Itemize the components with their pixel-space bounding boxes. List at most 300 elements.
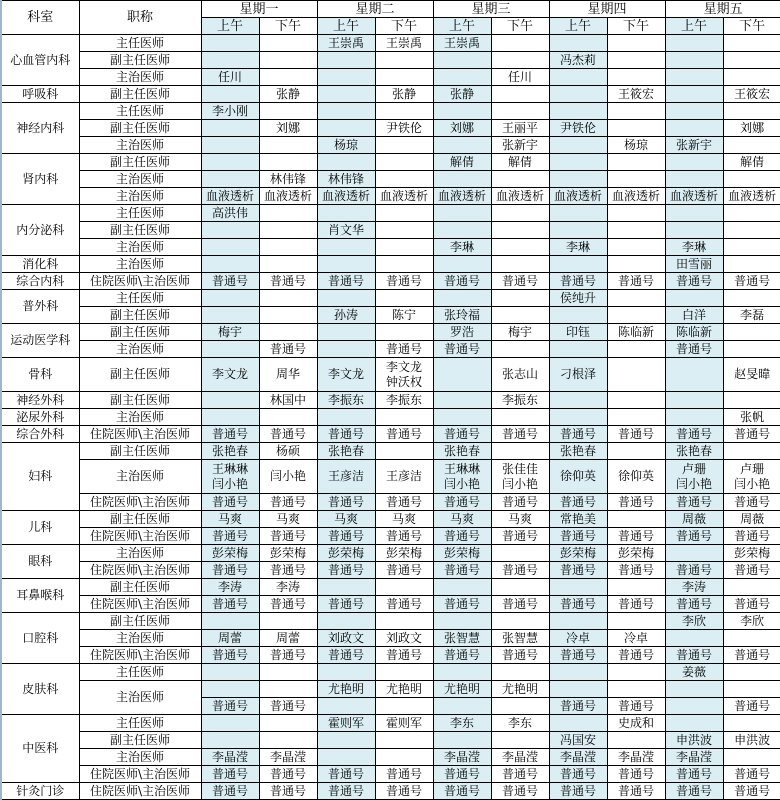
header-department: 科室 (1, 1, 79, 35)
schedule-cell: 普通号 (491, 766, 549, 783)
doctor-title: 副主任医师 (79, 732, 201, 749)
schedule-cell (433, 137, 491, 154)
schedule-cell: 普通号 (433, 596, 491, 613)
table-row (1, 494, 780, 511)
schedule-cell: 王筱宏 (723, 86, 780, 103)
schedule-cell (607, 120, 665, 137)
table-row (1, 528, 780, 545)
doctor-title: 主治医师 (79, 630, 201, 647)
schedule-cell: 普通号 (433, 562, 491, 579)
schedule-cell: 普通号 (201, 528, 259, 545)
schedule-cell: 血液透析 (201, 188, 259, 205)
table-row (1, 86, 780, 103)
schedule-cell (607, 681, 665, 698)
schedule-cell: 李晶滢 (665, 749, 723, 766)
schedule-cell: 普通号 (375, 596, 433, 613)
department-name: 普外科 (1, 290, 79, 324)
header-morning: 上午 (317, 18, 375, 35)
schedule-cell (491, 86, 549, 103)
schedule-cell (723, 664, 780, 681)
schedule-cell (723, 35, 780, 52)
schedule-cell: 普通号 (375, 341, 433, 358)
table-row (1, 596, 780, 613)
schedule-cell (723, 324, 780, 341)
schedule-cell (549, 86, 607, 103)
department-name: 中医科 (1, 715, 79, 783)
schedule-cell (491, 222, 549, 239)
schedule-cell: 陈临新 (665, 324, 723, 341)
schedule-cell (665, 358, 723, 392)
schedule-cell (665, 409, 723, 426)
schedule-cell (549, 392, 607, 409)
schedule-cell: 印钰 (549, 324, 607, 341)
schedule-cell (201, 613, 259, 630)
schedule-cell: 普通号 (317, 426, 375, 443)
schedule-cell: 冯国安 (549, 732, 607, 749)
schedule-cell (259, 324, 317, 341)
schedule-cell (375, 443, 433, 460)
schedule-cell: 赵旻暐 (723, 358, 780, 392)
schedule-cell: 周薇 (723, 511, 780, 528)
schedule-cell: 普通号 (201, 766, 259, 783)
schedule-cell: 霍则军 (317, 715, 375, 732)
schedule-cell (201, 715, 259, 732)
doctor-title: 主治医师 (79, 749, 201, 766)
schedule-cell (549, 307, 607, 324)
schedule-cell (375, 698, 433, 715)
department-name: 儿科 (1, 511, 79, 545)
schedule-cell (607, 443, 665, 460)
table-row (1, 681, 780, 698)
table-row (1, 120, 780, 137)
schedule-cell: 普通号 (723, 766, 780, 783)
schedule-cell (433, 732, 491, 749)
schedule-cell: 李振东 (317, 392, 375, 409)
schedule-cell: 李磊 (723, 307, 780, 324)
schedule-cell: 李文龙 (201, 358, 259, 392)
schedule-cell: 普通号 (491, 596, 549, 613)
schedule-cell: 尤艳明 (491, 681, 549, 698)
department-name: 综合内科 (1, 273, 79, 290)
schedule-cell (259, 35, 317, 52)
schedule-cell: 张艳春 (433, 443, 491, 460)
schedule-cell: 普通号 (375, 647, 433, 664)
schedule-cell (723, 52, 780, 69)
schedule-cell: 普通号 (259, 562, 317, 579)
schedule-cell (259, 239, 317, 256)
schedule-cell (549, 664, 607, 681)
schedule-cell: 李小刚 (201, 103, 259, 120)
schedule-cell: 张新宇 (491, 137, 549, 154)
schedule-cell: 普通号 (549, 698, 607, 715)
schedule-cell: 杨琼 (607, 137, 665, 154)
doctor-title: 副主任医师 (79, 613, 201, 630)
schedule-cell: 罗浩 (433, 324, 491, 341)
schedule-cell: 李欣 (665, 613, 723, 630)
schedule-cell (375, 409, 433, 426)
header-morning: 上午 (549, 18, 607, 35)
schedule-cell: 李振东 (491, 392, 549, 409)
schedule-cell (433, 409, 491, 426)
schedule-cell: 刘娜 (259, 120, 317, 137)
schedule-cell: 普通号 (607, 494, 665, 511)
schedule-cell (607, 290, 665, 307)
schedule-cell (433, 52, 491, 69)
schedule-cell: 李晶滢 (607, 749, 665, 766)
schedule-cell: 陈临新 (607, 324, 665, 341)
table-row (1, 545, 780, 562)
table-row (1, 239, 780, 256)
schedule-cell (665, 392, 723, 409)
schedule-cell: 血液透析 (607, 188, 665, 205)
schedule-cell: 普通号 (259, 783, 317, 800)
department-name: 神经内科 (1, 103, 79, 154)
table-row (1, 171, 780, 188)
doctor-title: 住院医师\主治医师 (79, 647, 201, 664)
schedule-cell (317, 205, 375, 222)
doctor-title: 主治医师 (79, 137, 201, 154)
schedule-cell: 李欣 (723, 613, 780, 630)
schedule-cell (201, 171, 259, 188)
schedule-cell (723, 69, 780, 86)
schedule-cell: 徐仰英 (607, 460, 665, 494)
schedule-cell (607, 171, 665, 188)
schedule-cell: 李涛 (665, 579, 723, 596)
schedule-cell: 马爽 (201, 511, 259, 528)
schedule-cell (375, 137, 433, 154)
schedule-cell (723, 239, 780, 256)
department-name: 运动医学科 (1, 324, 79, 358)
schedule-cell: 解倩 (491, 154, 549, 171)
schedule-cell: 刘娜 (723, 120, 780, 137)
schedule-cell: 张帆 (723, 409, 780, 426)
department-name: 心血管内科 (1, 35, 79, 86)
doctor-title: 主治医师 (79, 460, 201, 494)
schedule-cell (433, 222, 491, 239)
header-morning: 上午 (433, 18, 491, 35)
schedule-cell (549, 222, 607, 239)
schedule-cell (549, 205, 607, 222)
schedule-cell (201, 392, 259, 409)
schedule-cell (607, 732, 665, 749)
schedule-cell: 普通号 (201, 596, 259, 613)
schedule-cell (607, 613, 665, 630)
schedule-cell: 王琳琳 闫小艳 (433, 460, 491, 494)
schedule-cell (201, 290, 259, 307)
schedule-cell (723, 222, 780, 239)
schedule-cell: 普通号 (607, 647, 665, 664)
table-row (1, 324, 780, 341)
schedule-cell (317, 103, 375, 120)
schedule-cell: 张静 (259, 86, 317, 103)
schedule-cell: 任川 (201, 69, 259, 86)
schedule-cell: 普通号 (375, 783, 433, 800)
doctor-title: 主任医师 (79, 290, 201, 307)
schedule-cell: 普通号 (259, 273, 317, 290)
schedule-cell (259, 69, 317, 86)
schedule-cell: 血液透析 (549, 188, 607, 205)
table-row (1, 460, 780, 494)
schedule-cell (433, 698, 491, 715)
schedule-cell: 彭荣梅 (607, 545, 665, 562)
doctor-title: 主任医师 (79, 103, 201, 120)
schedule-cell (201, 52, 259, 69)
schedule-cell (665, 205, 723, 222)
schedule-cell: 普通号 (549, 494, 607, 511)
schedule-cell (259, 256, 317, 273)
schedule-cell (259, 222, 317, 239)
schedule-cell: 尹铁伦 (549, 120, 607, 137)
table-row (1, 579, 780, 596)
schedule-cell (549, 681, 607, 698)
schedule-cell (317, 324, 375, 341)
schedule-cell (665, 222, 723, 239)
schedule-cell: 尤艳明 (317, 681, 375, 698)
schedule-cell (723, 681, 780, 698)
schedule-cell: 普通号 (491, 426, 549, 443)
schedule-cell: 任川 (491, 69, 549, 86)
schedule-cell: 李晶滢 (433, 749, 491, 766)
schedule-cell (259, 103, 317, 120)
schedule-cell: 普通号 (433, 341, 491, 358)
schedule-cell: 张艳春 (665, 443, 723, 460)
schedule-cell (607, 154, 665, 171)
schedule-cell: 普通号 (491, 273, 549, 290)
schedule-cell (665, 154, 723, 171)
schedule-cell: 普通号 (665, 426, 723, 443)
schedule-cell (723, 579, 780, 596)
schedule-cell: 史成和 (607, 715, 665, 732)
table-row (1, 205, 780, 222)
schedule-cell (317, 698, 375, 715)
schedule-cell: 张艳春 (549, 443, 607, 460)
doctor-title: 主任医师 (79, 664, 201, 681)
schedule-cell: 彭荣梅 (201, 545, 259, 562)
schedule-cell: 李晶滢 (549, 749, 607, 766)
schedule-cell (549, 409, 607, 426)
schedule-cell: 李琳 (549, 239, 607, 256)
schedule-cell: 普通号 (607, 766, 665, 783)
schedule-cell: 普通号 (201, 426, 259, 443)
schedule-cell: 普通号 (259, 766, 317, 783)
schedule-cell: 普通号 (317, 766, 375, 783)
schedule-cell: 常艳美 (549, 511, 607, 528)
table-row (1, 137, 780, 154)
schedule-cell (201, 307, 259, 324)
schedule-cell: 彭荣梅 (549, 545, 607, 562)
schedule-cell: 卢珊 闫小艳 (723, 460, 780, 494)
schedule-cell: 张静 (375, 86, 433, 103)
schedule-cell: 普通号 (723, 783, 780, 800)
doctor-title: 主治医师 (79, 341, 201, 358)
schedule-cell (549, 579, 607, 596)
schedule-cell: 田雪丽 (665, 256, 723, 273)
schedule-cell: 张志山 (491, 358, 549, 392)
schedule-cell (375, 664, 433, 681)
schedule-cell (375, 239, 433, 256)
schedule-cell: 马爽 (491, 511, 549, 528)
schedule-cell: 王筱宏 (607, 86, 665, 103)
schedule-cell: 普通号 (665, 766, 723, 783)
schedule-cell (723, 392, 780, 409)
schedule-cell (201, 732, 259, 749)
schedule-cell: 刘政文 (317, 630, 375, 647)
doctor-title: 住院医师\主治医师 (79, 494, 201, 511)
schedule-cell: 尤艳明 (375, 681, 433, 698)
schedule-cell: 高洪伟 (201, 205, 259, 222)
schedule-cell (607, 205, 665, 222)
schedule-cell (665, 681, 723, 698)
header-day: 星期三 (433, 1, 549, 18)
schedule-cell (549, 154, 607, 171)
schedule-cell: 普通号 (201, 273, 259, 290)
schedule-cell: 普通号 (665, 494, 723, 511)
schedule-cell (665, 120, 723, 137)
schedule-cell: 普通号 (491, 783, 549, 800)
schedule-cell: 普通号 (259, 647, 317, 664)
schedule-cell (375, 171, 433, 188)
schedule-cell (491, 613, 549, 630)
schedule-cell (491, 290, 549, 307)
schedule-cell (433, 256, 491, 273)
schedule-cell (491, 256, 549, 273)
schedule-cell (375, 103, 433, 120)
schedule-cell (491, 545, 549, 562)
schedule-cell: 普通号 (607, 698, 665, 715)
schedule-cell (433, 579, 491, 596)
table-row (1, 103, 780, 120)
schedule-cell: 彭荣梅 (375, 545, 433, 562)
schedule-cell (375, 69, 433, 86)
department-name: 针灸门诊 (1, 783, 79, 800)
schedule-cell (259, 154, 317, 171)
schedule-cell (201, 256, 259, 273)
schedule-cell (665, 630, 723, 647)
schedule-cell: 霍则军 (375, 715, 433, 732)
schedule-cell (491, 732, 549, 749)
schedule-cell: 普通号 (491, 562, 549, 579)
schedule-cell: 普通号 (433, 647, 491, 664)
schedule-cell (607, 239, 665, 256)
schedule-cell (375, 154, 433, 171)
department-name: 神经外科 (1, 392, 79, 409)
doctor-title: 住院医师\主治医师 (79, 783, 201, 800)
schedule-cell: 李晶滢 (201, 749, 259, 766)
schedule-cell: 王丽平 (491, 120, 549, 137)
schedule-cell: 李东 (433, 715, 491, 732)
header-title: 职称 (79, 1, 201, 35)
schedule-cell: 普通号 (549, 766, 607, 783)
header-afternoon: 下午 (491, 18, 549, 35)
schedule-cell: 解倩 (723, 154, 780, 171)
schedule-cell (723, 749, 780, 766)
schedule-cell: 普通号 (665, 562, 723, 579)
table-row (1, 715, 780, 732)
doctor-title: 主治医师 (79, 69, 201, 86)
schedule-cell: 普通号 (259, 426, 317, 443)
schedule-cell (665, 52, 723, 69)
schedule-cell (491, 205, 549, 222)
schedule-cell (491, 307, 549, 324)
schedule-cell (375, 732, 433, 749)
schedule-cell: 李东 (491, 715, 549, 732)
table-row (1, 511, 780, 528)
schedule-cell: 徐仰英 (549, 460, 607, 494)
schedule-cell: 张佳佳 闫小艳 (491, 460, 549, 494)
schedule-cell (549, 256, 607, 273)
schedule-cell: 马爽 (375, 511, 433, 528)
table-row (1, 630, 780, 647)
schedule-cell (259, 613, 317, 630)
schedule-cell: 普通号 (375, 766, 433, 783)
doctor-title: 副主任医师 (79, 324, 201, 341)
schedule-cell: 卢珊 闫小艳 (665, 460, 723, 494)
schedule-cell: 马爽 (259, 511, 317, 528)
schedule-cell: 李晶滢 (259, 749, 317, 766)
department-name: 妇科 (1, 443, 79, 511)
department-name: 口腔科 (1, 613, 79, 664)
doctor-title: 住院医师\主治医师 (79, 562, 201, 579)
table-row (1, 647, 780, 664)
schedule-cell (201, 86, 259, 103)
schedule-cell: 普通号 (491, 528, 549, 545)
schedule-cell (549, 613, 607, 630)
schedule-cell (375, 290, 433, 307)
schedule-cell: 王崇禹 (375, 35, 433, 52)
schedule-cell (665, 103, 723, 120)
schedule-cell (259, 205, 317, 222)
schedule-cell: 普通号 (549, 783, 607, 800)
schedule-cell: 血液透析 (723, 188, 780, 205)
schedule-cell: 张艳春 (201, 443, 259, 460)
doctor-title: 副主任医师 (79, 358, 201, 392)
table-row (1, 766, 780, 783)
schedule-cell: 李振东 (375, 392, 433, 409)
schedule-cell: 普通号 (723, 273, 780, 290)
schedule-cell: 普通号 (607, 562, 665, 579)
schedule-cell (491, 171, 549, 188)
schedule-cell (259, 664, 317, 681)
header-day: 星期四 (549, 1, 665, 18)
schedule-cell: 王彦洁 (375, 460, 433, 494)
schedule-cell: 李文龙 (317, 358, 375, 392)
schedule-cell: 普通号 (491, 647, 549, 664)
doctor-title: 主任医师 (79, 715, 201, 732)
schedule-cell: 普通号 (317, 528, 375, 545)
table-row (1, 35, 780, 52)
schedule-cell: 普通号 (549, 596, 607, 613)
doctor-title: 副主任医师 (79, 579, 201, 596)
schedule-cell (375, 613, 433, 630)
header-afternoon: 下午 (259, 18, 317, 35)
schedule-cell: 普通号 (201, 562, 259, 579)
schedule-cell (491, 664, 549, 681)
schedule-cell: 血液透析 (665, 188, 723, 205)
schedule-cell: 冯杰莉 (549, 52, 607, 69)
schedule-cell: 普通号 (549, 562, 607, 579)
schedule-cell (317, 256, 375, 273)
doctor-title: 副主任医师 (79, 443, 201, 460)
schedule-cell (317, 86, 375, 103)
schedule-cell (433, 69, 491, 86)
header-morning: 上午 (665, 18, 723, 35)
schedule-cell (259, 715, 317, 732)
schedule-cell: 陈宁 (375, 307, 433, 324)
doctor-title: 主治医师 (79, 171, 201, 188)
header-day: 星期一 (201, 1, 317, 18)
schedule-cell (665, 171, 723, 188)
table-row (1, 358, 780, 392)
